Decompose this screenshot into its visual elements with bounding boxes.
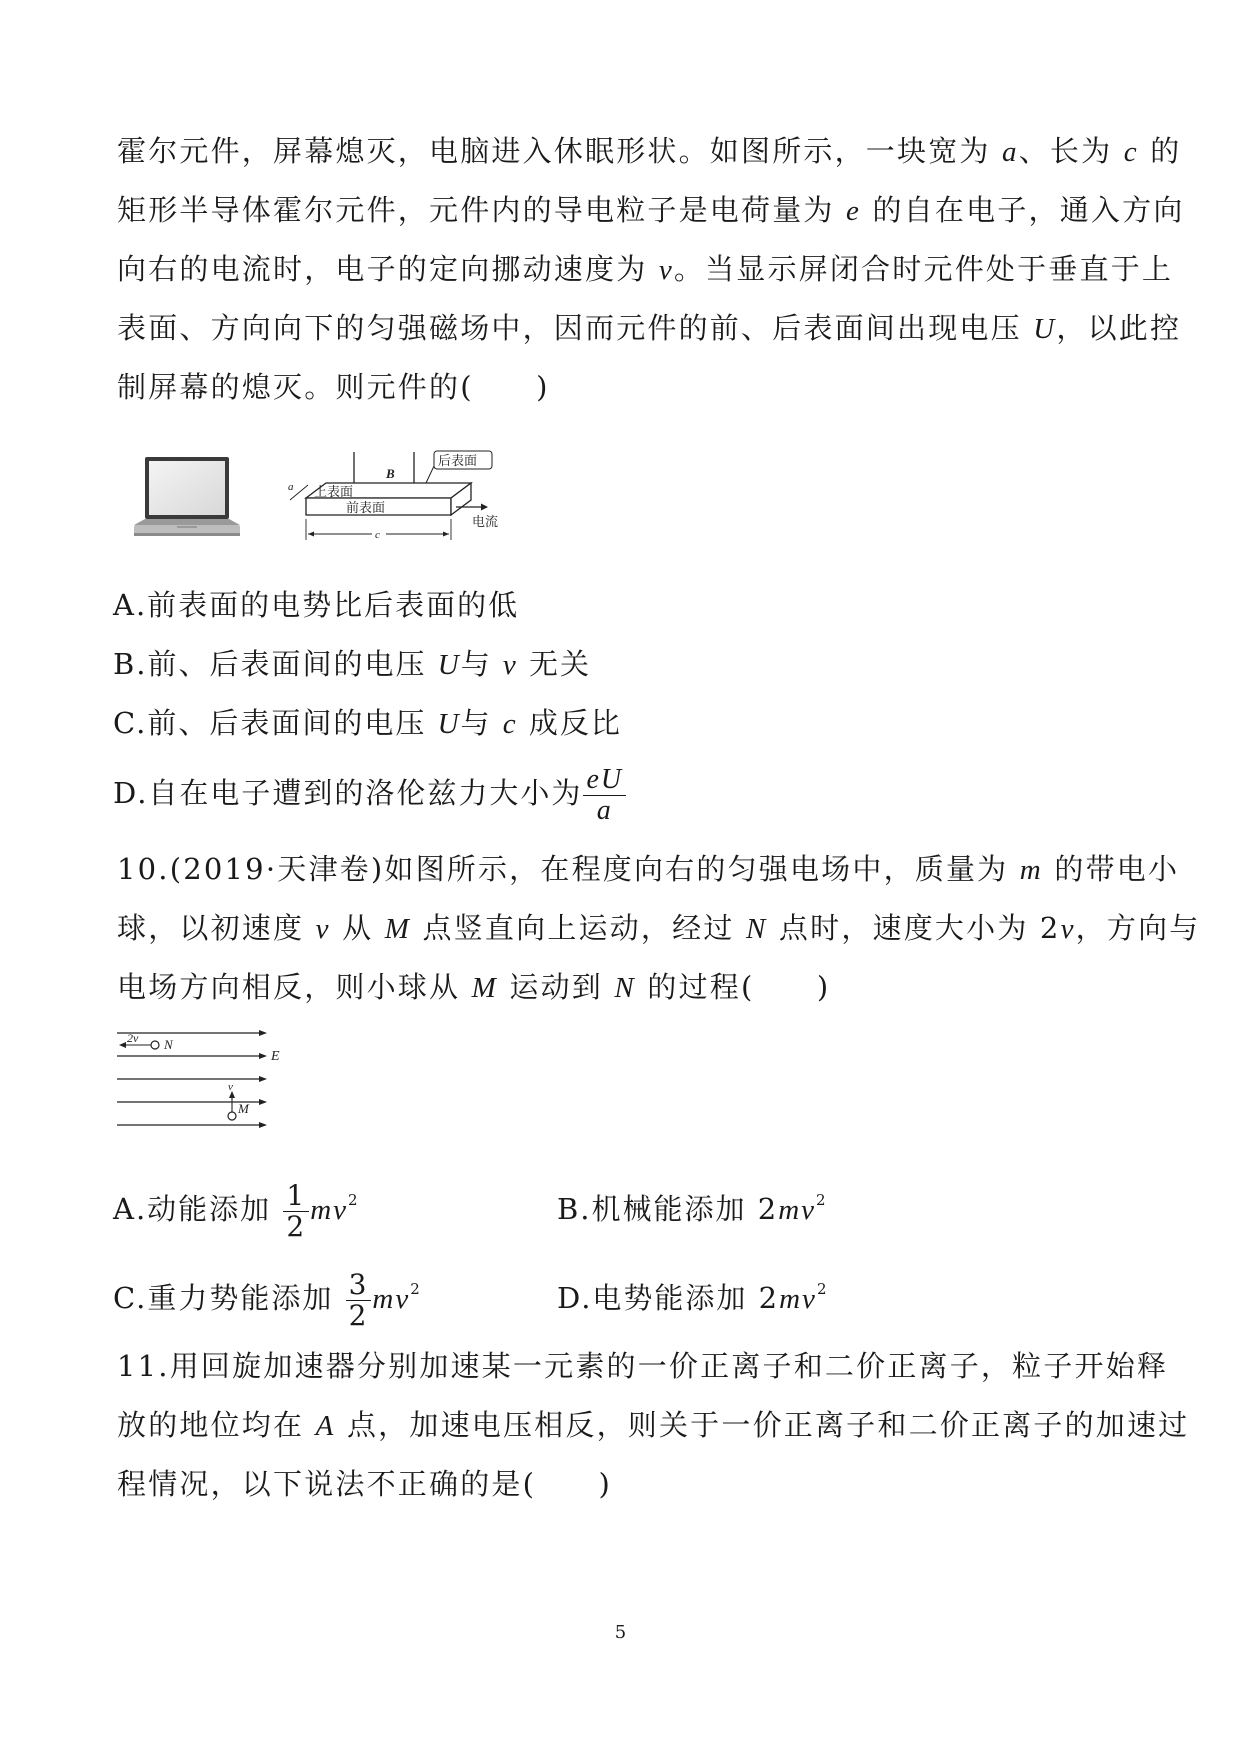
label-E: E	[271, 1049, 280, 1064]
label-back-surface: 后表面	[438, 453, 478, 468]
label-v: v	[228, 1081, 233, 1093]
q11-line-2: 放的地位均在 A 点，加速电压相反，则关于一价正离子和二价正离子的加速过	[117, 1408, 1190, 1442]
label-a: a	[288, 481, 294, 493]
q9-option-A: A.前表面的电势比后表面的低	[113, 588, 520, 622]
q9-line-5: 制屏幕的熄灭。则元件的( )	[117, 370, 550, 404]
label-B: B	[386, 466, 395, 481]
hall-element-diagram	[286, 448, 516, 548]
q11-paragraph	[117, 1337, 1190, 1514]
q9-line-3: 向右的电流时，电子的定向挪动速度为 v。当显示屏闭合时元件处于垂直于上	[117, 252, 1174, 286]
q10-option-B: B.机械能添加 $2mv^2$	[557, 1191, 828, 1226]
ball-N	[151, 1041, 159, 1049]
q9-option-B: B.前、后表面间的电压 U与 v 无关	[113, 647, 592, 681]
q9-line-2: 矩形半导体霍尔元件，元件内的导电粒子是电荷量为 e 的自在电子，通入方向	[117, 193, 1185, 227]
q11-line-1: 11.用回旋加速器分别加速某一元素的一价正离子和二价正离子，粒子开始释	[117, 1349, 1169, 1383]
label-2v: 2v	[127, 1031, 139, 1045]
q10-option-D: D.电势能添加 $2mv^2$	[557, 1280, 829, 1315]
q10-line-3: 电场方向相反，则小球从 M 运动到 N 的过程( )	[117, 970, 831, 1004]
q10-line-1: 10.(2019·天津卷)如图所示，在程度向右的匀强电场中，质量为 m 的带电小	[117, 852, 1180, 886]
fraction-1-over-2: $\frac{1}{2}$	[283, 1181, 309, 1241]
label-c: c	[375, 529, 380, 541]
laptop-illustration	[132, 455, 242, 540]
q10-option-A: A.动能添加 $\frac{1}{2}$ $mv^2$	[113, 1179, 360, 1243]
q9-option-C: C.前、后表面间的电压 U与 c 成反比	[113, 706, 622, 740]
ball-M	[228, 1112, 236, 1120]
label-current: 电流	[472, 514, 499, 529]
q11-line-3: 程情况，以下说法不正确的是( )	[117, 1467, 613, 1501]
label-N: N	[164, 1037, 173, 1052]
fraction-eU-over-a: $\frac{eU}{a}$	[583, 765, 626, 825]
q10-line-2: 球，以初速度 v 从 M 点竖直向上运动，经过 N 点时，速度大小为 2v，方向与	[117, 911, 1201, 945]
q9-line-1: 霍尔元件，屏幕熄灭，电脑进入休眠形状。如图所示，一块宽为 a、长为 c 的	[117, 134, 1182, 168]
q9-paragraph	[117, 122, 1185, 417]
q9-line-4: 表面、方向向下的匀强磁场中，因而元件的前、后表面间出现电压 U，以此控	[117, 311, 1182, 345]
label-front-surface: 前表面	[346, 500, 386, 515]
q10-paragraph	[117, 840, 1201, 1017]
label-top-surface: 上表面	[314, 484, 354, 499]
electric-field-diagram	[115, 1028, 290, 1148]
q10-option-C: C.重力势能添加 $\frac{3}{2}$ $mv^2$	[113, 1268, 422, 1332]
q9-option-D: D.自在电子遭到的洛伦兹力大小为 $\frac{eU}{a}$	[113, 763, 627, 825]
page-number: 5	[614, 1622, 627, 1643]
fraction-3-over-2: $\frac{3}{2}$	[346, 1270, 372, 1330]
label-M: M	[238, 1101, 249, 1116]
